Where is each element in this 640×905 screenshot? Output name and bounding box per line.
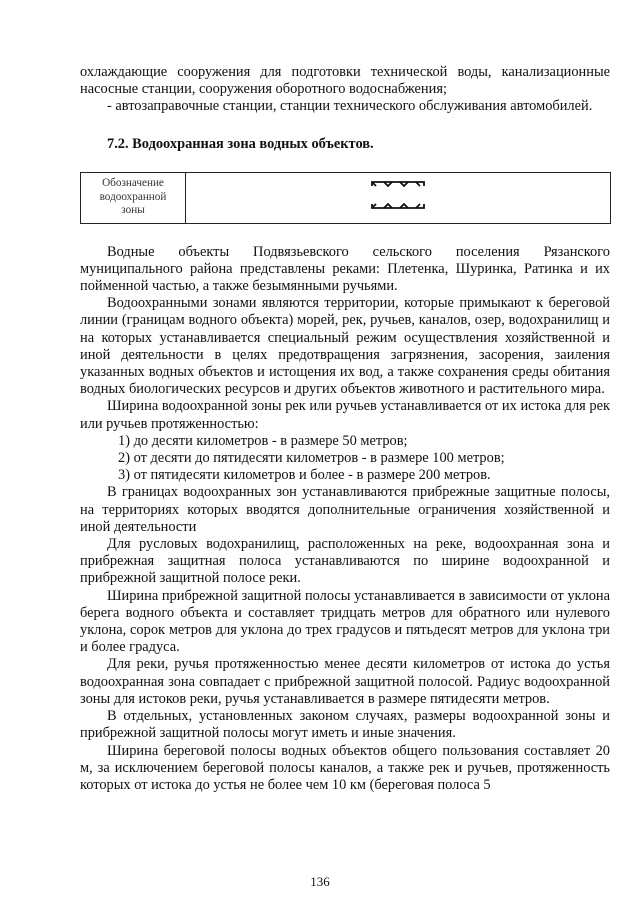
body-paragraph-8: В отдельных, установленных законом случаях, размеры водоохранной зоны и прибрежной защитной полосы могут иметь и иные значения.: [80, 708, 610, 742]
legend-symbol-cell: [186, 172, 611, 223]
legend-label-line-1: Обозначение: [102, 177, 164, 190]
body-paragraph-7: Для реки, ручья протяженностью менее десяти километров от истока до устья водоохранная зона совпадает с прибрежной защитной полосой. Радиус водоохранной зоны для истоков реки, ручья устанавливается в размере пятидесяти метров.: [80, 656, 610, 707]
section-heading: 7.2. Водоохранная зона водных объектов.: [107, 135, 374, 152]
body-paragraph-5: Для русловых водохранилищ, расположенных на реке, водоохранная зона и прибрежная защитная полоса устанавливаются по ширине водоохранной и прибрежной защитной полосе реки.: [80, 536, 610, 587]
document-page: [80, 64, 610, 794]
body-paragraph-4: В границах водоохранных зон устанавливаются прибрежные защитные полосы, на территориях которых вводятся дополнительные ограничения хозяйственной и иной деятельности: [80, 484, 610, 535]
page-number: 136: [310, 874, 330, 889]
legend-label-cell: [81, 172, 186, 223]
body-paragraph-9: Ширина береговой полосы водных объектов общего пользования составляет 20 м, за исключением береговой полосы каналов, а также рек и ручьев, протяженность которых от истока до устья не более чем 10 км (береговая полоса 5: [80, 742, 610, 793]
intro-bullet: - автозаправочные станции, станции технического обслуживания автомобилей.: [107, 98, 593, 115]
legend-label-line-2: водоохранной: [99, 190, 167, 203]
intro-paragraph: охлаждающие сооружения для подготовки технической воды, канализационные насосные станции, сооружения оборотного водоснабжения;: [80, 64, 610, 98]
body-paragraph-6: Ширина прибрежной защитной полосы устанавливается в зависимости от уклона берега водного объекта и составляет тридцать метров для обратного или нулевого уклона, сорок метров для уклона до трех градусов и пятьдесят метров для уклона три и более градуса.: [80, 587, 610, 656]
body-paragraph-1: Водные объекты Подвязьевского сельского поселения Рязанского муниципального района представлены реками: Плетенка, Шуринка, Ратинка и их пойменной частью, а также безымянными ручьями.: [80, 243, 610, 295]
list-item-3: 3) от пятидесяти километров и более - в размере 200 метров.: [118, 467, 491, 484]
list-item-1: 1) до десяти километров - в размере 50 метров;: [118, 432, 408, 449]
water-protection-zone-symbol-icon: [366, 175, 430, 215]
body-paragraph-3: Ширина водоохранной зоны рек или ручьев устанавливается от их истока для рек или ручьев протяженностью:: [80, 398, 610, 432]
body-paragraph-2: Водоохранными зонами являются территории, которые примыкают к береговой линии (границам водного объекта) морей, рек, ручьев, каналов, озер, водохранилищ и на которых устанавливается специальный режим осуществления хозяйственной и иной деятельности в целях предотвращения загрязнения, засорения, заиления указанных водных объектов и истощения их вод, а также сохранения среды обитания водных биологических ресурсов и других объектов животного и растительного мира.: [80, 295, 610, 398]
legend-label-line-3: зоны: [121, 204, 145, 217]
legend-table: [80, 172, 611, 224]
list-item-2: 2) от десяти до пятидесяти километров - в размере 100 метров;: [118, 450, 505, 467]
